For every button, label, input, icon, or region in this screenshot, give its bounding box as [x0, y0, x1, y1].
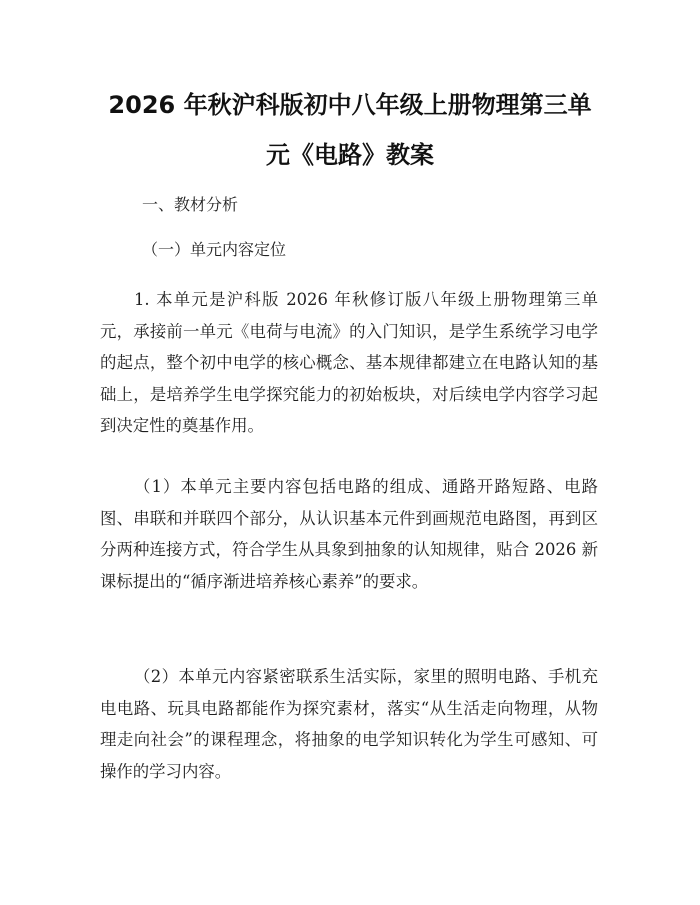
paragraph-unit-position: 1. 本单元是沪科版 2026 年秋修订版八年级上册物理第三单元，承接前一单元《电荷与电流》的入门知识，是学生系统学习电学的起点，整个初中电学的核心概念、基本规律都建立在电路认知的基础上，是培养学生电学探究能力的初始板块，对后续电学内容学习起到决定性的奠基作用。	[100, 290, 598, 435]
paragraph-main-content: （1）本单元主要内容包括电路的组成、通路开路短路、电路图、串联和并联四个部分，从认识基本元件到画规范电路图，再到区分两种连接方式，符合学生从具象到抽象的认知规律，贴合 2026 新课标提出的“循序渐进培养核心素养”的要求。	[100, 477, 598, 591]
subsection-heading: （一）单元内容定位	[142, 240, 287, 259]
paragraph-life-connection: （2）本单元内容紧密联系生活实际，家里的照明电路、手机充电电路、玩具电路都能作为探究素材，落实“从生活走向物理，从物理走向社会”的课程理念，将抽象的电学知识转化为学生可感知、可操作的学习内容。	[100, 667, 598, 781]
section-heading: 一、教材分析	[142, 195, 239, 214]
document-title-line-2: 元《电路》教案	[266, 141, 434, 169]
document-title-line-1: 2026 年秋沪科版初中八年级上册物理第三单	[108, 91, 592, 119]
